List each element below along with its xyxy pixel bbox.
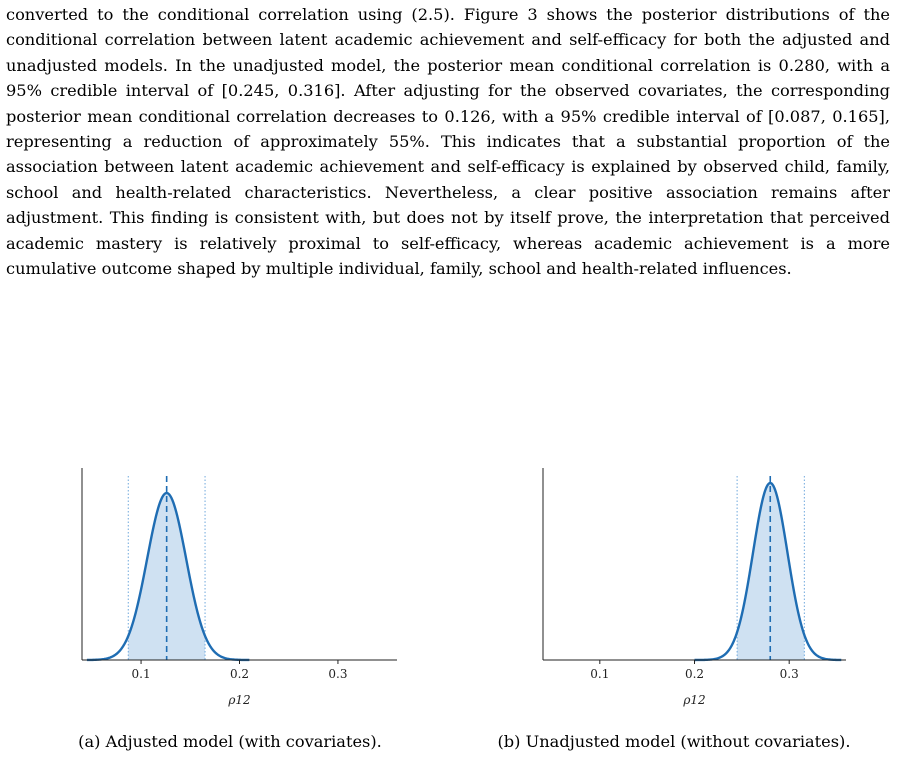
x-tick-label: 0.3 [328, 667, 348, 681]
x-axis-label: ρ12 [228, 693, 251, 707]
figure-b-caption: (b) Unadjusted model (without covariates). [497, 732, 851, 751]
x-tick-label: 0.2 [684, 667, 705, 681]
x-tick-label: 0.3 [779, 667, 799, 681]
x-tick-label: 0.1 [590, 667, 610, 681]
body-paragraph: converted to the conditional correlation using (2.5). Figure 3 shows the posterior distributions of the conditional correlation between latent academic achievement and self-efficacy for both the adjusted and unadjusted models. In the unadjusted model, the posterior mean conditional correlation is 0.280, with a 95% credible interval of [0.245, 0.316]. After adjusting for the observed covariates, the corresponding posterior mean conditional correlation decreases to 0.126, with a 95% credible interval of [0.087, 0.165], representing a reduction of approximately 55%. This indicates that a substantial proportion of the association between latent academic achievement and self-efficacy is explained by observed child, family, school and health-related characteristics. Nevertheless, a clear positive association remains after adjustment. This finding is consistent with, but does not by itself prove, the interpretation that perceived academic mastery is relatively proximal to self-efficacy, whereas academic achievement is a more cumulative outcome shaped by multiple individual, family, school and health-related influences. [6, 5, 890, 279]
x-tick-label: 0.2 [229, 667, 250, 681]
figure-a [0, 462, 448, 775]
x-axis-label: ρ12 [683, 693, 706, 707]
density-plot-unadjusted [449, 462, 897, 712]
figure-a-caption: (a) Adjusted model (with covariates). [78, 732, 382, 751]
x-tick-label: 0.1 [131, 667, 151, 681]
figure-b [449, 462, 897, 775]
density-plot-adjusted [0, 462, 448, 712]
